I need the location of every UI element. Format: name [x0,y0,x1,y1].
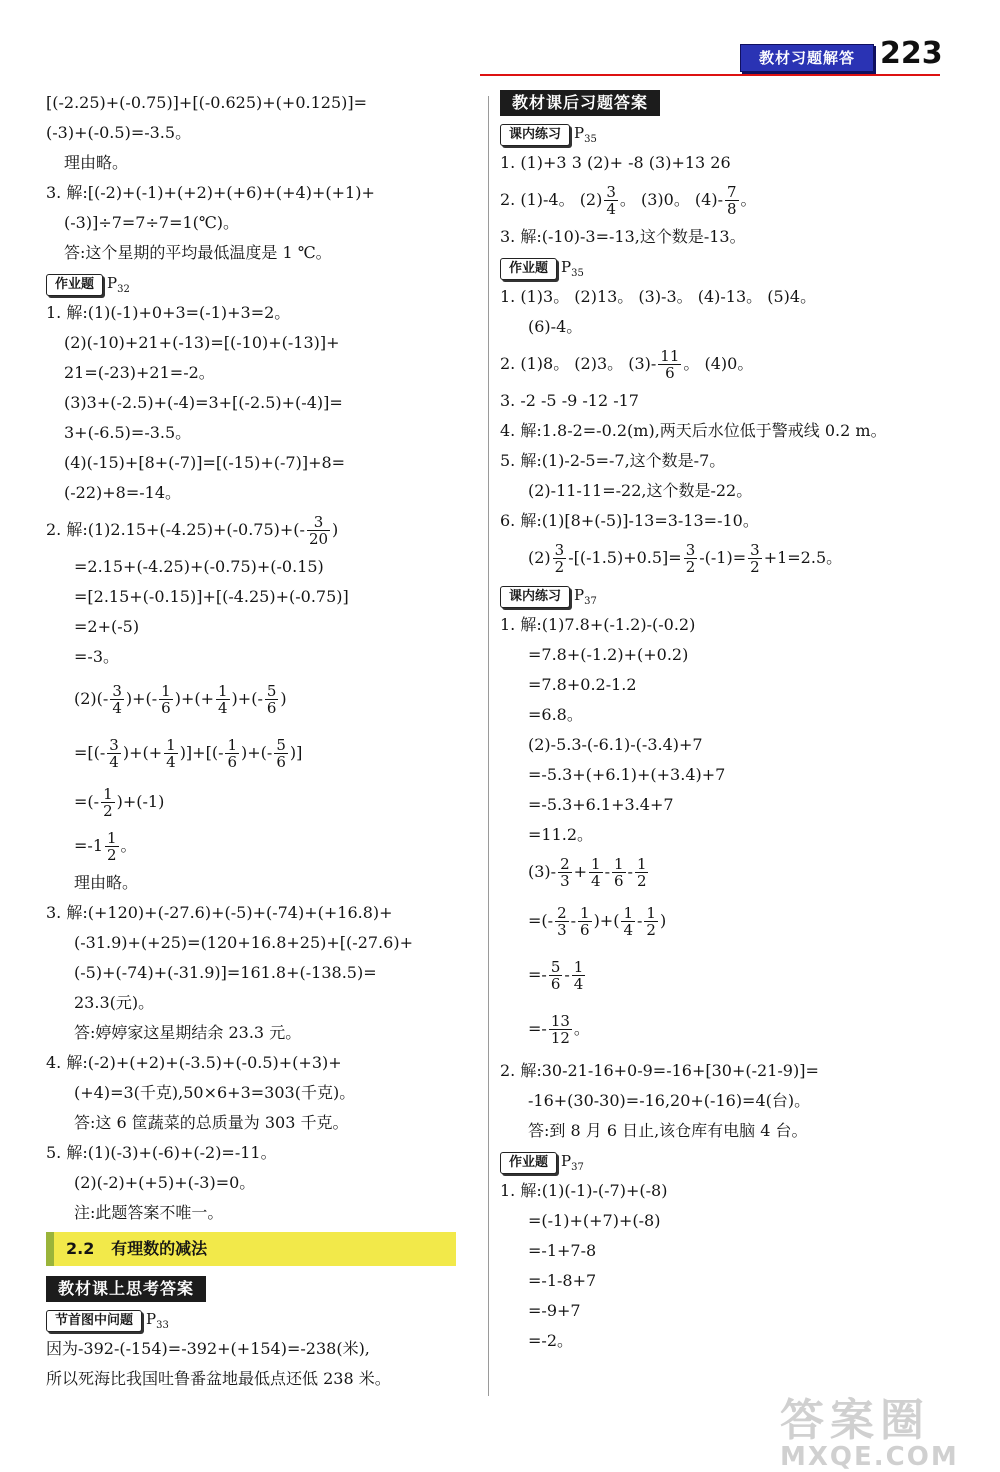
text-line: 3. -2 -5 -9 -12 -17 [500,391,639,410]
text-line: (-31.9)+(+25)=(120+16.8+25)+[(-27.6)+ [74,933,413,952]
text-line: =7.8+0.2-1.2 [528,675,637,694]
text-line: =11.2。 [528,825,594,844]
text-line: =7.8+(-1.2)+(+0.2) [528,645,689,664]
text-line: 4. 解:1.8-2=-0.2(m),两天后水位低于警戒线 0.2 m。 [500,421,887,440]
text-line: 21=(-23)+21=-2。 [64,363,215,382]
text-line: 3+(-6.5)=-3.5。 [64,423,192,442]
text-line: =-1-8+7 [528,1271,597,1290]
text-line: 答:到 8 月 6 日止,该仓库有电脑 4 台。 [528,1121,808,1140]
text-line: 3. 解:(+120)+(-27.6)+(-5)+(-74)+(+16.8)+ [46,903,393,922]
text-line: =-2。 [528,1331,573,1350]
math-line: (2)(- $\frac{3}{4}$ )+(- $\frac{1}{6}$ )+(+ $\frac{1}{4}$ )+(- $\frac{5}{6}$ ) [74,682,287,717]
text-line: 1. (1)+3 3 (2)+ -8 (3)+13 26 [500,153,731,172]
math-line: =(- $\frac{1}{2}$ )+(-1) [74,785,165,820]
homework-tag-row [46,268,482,298]
math-line: (2) $\frac{3}{2}$ -[(-1.5)+0.5]= $\frac{3}{2}$ -(-1)= $\frac{3}{2}$ +1=2.5。 [528,541,843,576]
homework-tag: 作业题 [500,258,557,280]
page-number: 223 [880,36,943,71]
math-line: =- $\frac{5}{6}$ - $\frac{1}{4}$ [528,958,584,993]
text-line: (2)(-2)+(+5)+(-3)=0。 [74,1173,256,1192]
text-line: =2.15+(-4.25)+(-0.75)+(-0.15) [74,557,324,576]
homework-tag-row [500,1146,960,1176]
text-line: 23.3(元)。 [74,993,155,1012]
text-line: 5. 解:(1)(-3)+(-6)+(-2)=-11。 [46,1143,277,1162]
math-line: =[(- $\frac{3}{4}$ )+(+ $\frac{1}{4}$ )]+[(- $\frac{1}{6}$ )+(- $\frac{5}{6}$ )] [74,736,303,771]
banner-row [46,1274,482,1304]
text-line: =-5.3+(+6.1)+(+3.4)+7 [528,765,726,784]
page-ref: $P_{37}$ [574,586,597,607]
page-ref: $P_{35}$ [561,258,584,279]
text-line: 1. 解:(1)(-1)+0+3=(-1)+3=2。 [46,303,291,322]
after-class-exercises-banner: 教材课后习题答案 [500,90,660,116]
right-column [500,88,960,1356]
text-line: 答:这个星期的平均最低温度是 1 ℃。 [64,243,332,262]
in-class-practice-tag-row [500,118,960,148]
text-line: 6. 解:(1)[8+(-5)]-13=3-13=-10。 [500,511,759,530]
text-line: =-9+7 [528,1301,581,1320]
text-line: 1. (1)3。 (2)13。 (3)-3。 (4)-13。 (5)4。 [500,287,817,306]
watermark [780,1384,959,1472]
watermark-logo-text: 答案圈 [780,1395,930,1446]
text-line: 注:此题答案不唯一。 [74,1203,224,1222]
page-ref: $P_{37}$ [561,1152,584,1173]
chapter-question-tag: 节首图中问题 [46,1310,142,1332]
banner-row [500,88,960,118]
text-line: 理由略。 [74,873,139,892]
text-line: (4)(-15)+[8+(-7)]=[(-15)+(-7)]+8= [64,453,346,472]
section-title: 有理数的减法 [111,1239,208,1258]
text-line: =-5.3+6.1+3.4+7 [528,795,674,814]
page-ref: $P_{35}$ [574,124,597,145]
math-line: (3)- $\frac{2}{3}$ + $\frac{1}{4}$ - $\frac{1}{6}$ - $\frac{1}{2}$ [528,855,647,890]
text-line: -16+(30-30)=-16,20+(-16)=4(台)。 [528,1091,811,1110]
text-line: (+4)=3(千克),50×6+3=303(千克)。 [74,1083,356,1102]
text-line: =[2.15+(-0.15)]+[(-4.25)+(-0.75)] [74,587,349,606]
text-line: 5. 解:(1)-2-5=-7,这个数是-7。 [500,451,726,470]
homework-tag: 作业题 [500,1152,557,1174]
text-line: (-5)+(-74)+(-31.9)]=161.8+(-138.5)= [74,963,377,982]
text-line: 答:这 6 筐蔬菜的总质量为 303 千克。 [74,1113,349,1132]
math-line: 2. (1)8。 (2)3。 (3)- $\frac{11}{6}$ 。 (4)0。 [500,347,754,382]
math-line: =-1 $\frac{1}{2}$ 。 [74,829,137,864]
text-line: =2+(-5) [74,617,140,636]
page-ref: $P_{32}$ [107,274,130,295]
chapter-question-tag-row [46,1304,482,1334]
in-class-practice-tag-row [500,580,960,610]
text-line: (-3)]÷7=7÷7=1(℃)。 [64,213,240,232]
text-line: 答:婷婷家这星期结余 23.3 元。 [74,1023,302,1042]
homework-tag-row [500,252,960,282]
text-line: 因为-392-(-154)=-392+(+154)=-238(米), [46,1339,370,1358]
header-rule [480,74,940,76]
text-line: [(-2.25)+(-0.75)]+[(-0.625)+(+0.125)]= [46,93,368,112]
in-class-practice-tag: 课内练习 [500,586,570,608]
text-line: 3. 解:(-10)-3=-13,这个数是-13。 [500,227,746,246]
text-line: =-1+7-8 [528,1241,597,1260]
watermark-site-text: MXQE.COM [780,1442,959,1472]
text-line: 2. 解:30-21-16+0-9=-16+[30+(-21-9)]= [500,1061,819,1080]
text-line: 3. 解:[(-2)+(-1)+(+2)+(+6)+(+4)+(+1)+ [46,183,375,202]
text-line: 1. 解:(1)7.8+(-1.2)-(-0.2) [500,615,696,634]
section-header-title: 教材习题解答 [758,49,855,67]
left-column [46,88,482,1394]
text-line: (2)-5.3-(-6.1)-(-3.4)+7 [528,735,703,754]
text-line: 所以死海比我国吐鲁番盆地最低点还低 238 米。 [46,1369,391,1388]
section-heading [46,1232,456,1266]
in-class-practice-tag: 课内练习 [500,124,570,146]
text-line: (3)3+(-2.5)+(-4)=3+[(-2.5)+(-4)]= [64,393,343,412]
section-header-band [740,44,874,72]
column-divider [488,96,489,1396]
text-line: =6.8。 [528,705,583,724]
section-number: 2.2 [66,1239,95,1258]
text-line: 4. 解:(-2)+(+2)+(-3.5)+(-0.5)+(+3)+ [46,1053,342,1072]
text-line: (2)(-10)+21+(-13)=[(-10)+(-13)]+ [64,333,340,352]
math-line: 2. 解:(1)2.15+(-4.25)+(-0.75)+(- $\frac{3}{20}$ ) [46,513,339,548]
text-line: 理由略。 [64,153,129,172]
text-line: (-22)+8=-14。 [64,483,182,502]
in-class-thinking-banner: 教材课上思考答案 [46,1276,206,1302]
page-ref: $P_{33}$ [146,1310,169,1331]
text-line: (-3)+(-0.5)=-3.5。 [46,123,192,142]
text-line: =(-1)+(+7)+(-8) [528,1211,661,1230]
text-line: (2)-11-11=-22,这个数是-22。 [528,481,753,500]
homework-tag: 作业题 [46,274,103,296]
text-line: =-3。 [74,647,119,666]
text-line: 1. 解:(1)(-1)-(-7)+(-8) [500,1181,668,1200]
math-line: =- $\frac{13}{12}$ 。 [528,1012,590,1047]
math-line: =(- $\frac{2}{3}$ - $\frac{1}{6}$ )+( $\frac{1}{4}$ - $\frac{1}{2}$ ) [528,904,667,939]
math-line: 2. (1)-4。 (2) $\frac{3}{4}$ 。 (3)0。 (4)- $\frac{7}{8}$ 。 [500,183,757,218]
text-line: (6)-4。 [528,317,583,336]
